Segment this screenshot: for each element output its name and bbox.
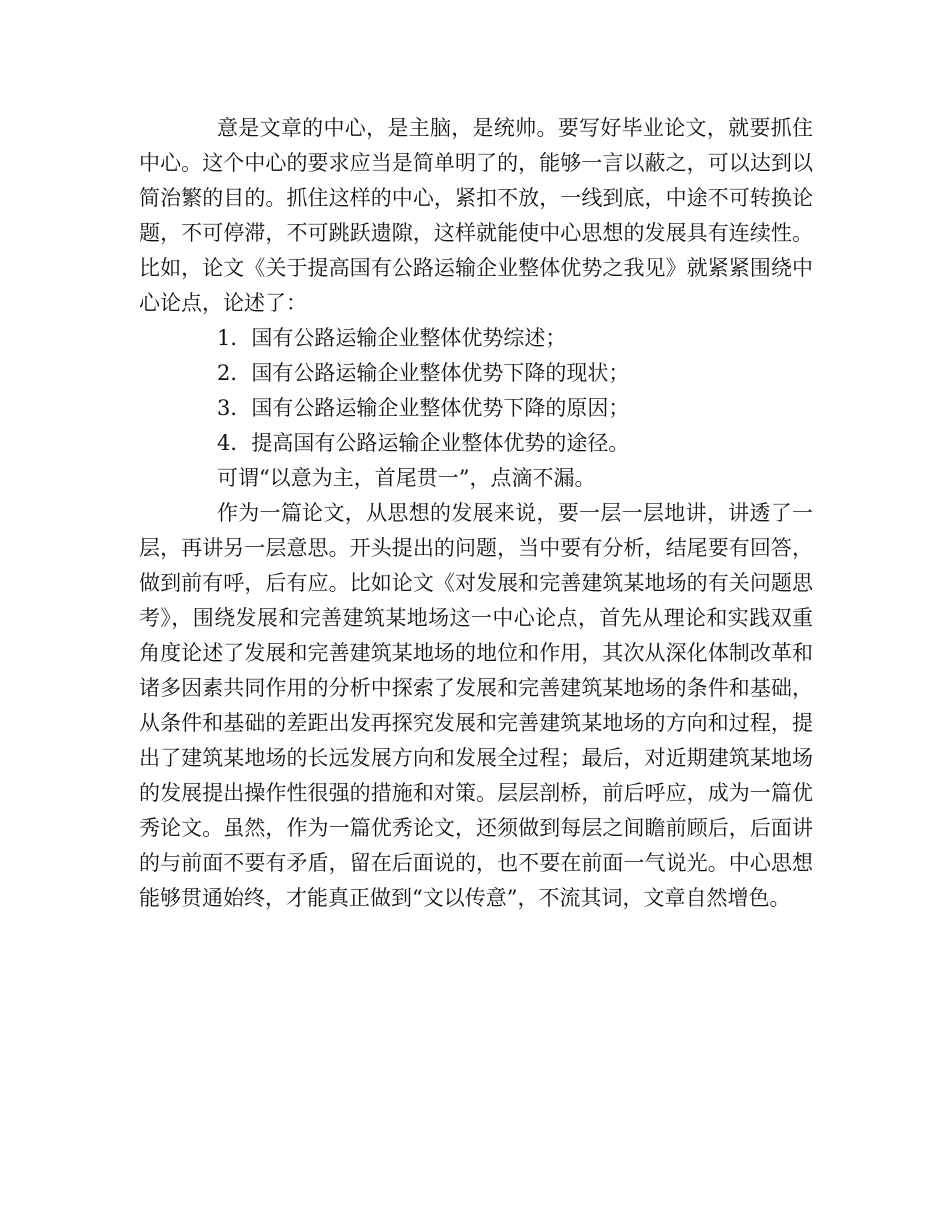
list-item-text: 国有公路运输企业整体优势下降的原因； — [251, 396, 630, 420]
document-body — [139, 111, 813, 916]
paragraph-development: 作为一篇论文，从思想的发展来说，要一层一层地讲，讲透了一层，再讲另一层意思。开头提出的问题，当中要有分析，结尾要有回答，做到前有呼，后有应。比如论文《对发展和完善建筑某地场的有关问题思考》，围绕发展和完善建筑某地场这一中心论点，首先从理论和实践双重角度论述了发展和完善建筑某地场的地位和作用，其次从深化体制改革和诸多因素共同作用的分析中探索了发展和完善建筑某地场的条件和基础，从条件和基础的差距出发再探究发展和完善建筑某地场的方向和过程，提出了建筑某地场的长远发展方向和发展全过程；最后，对近期建筑某地场的发展提出操作性很强的措施和对策。层层剖桥，前后呼应，成为一篇优秀论文。虽然，作为一篇优秀论文，还须做到每层之间瞻前顾后，后面讲的与前面不要有矛盾，留在后面说的，也不要在前面一气说光。中心思想能够贯通始终，才能真正做到“文以传意”，不流其词，文章自然增色。 — [139, 501, 813, 910]
list-item-number: 1． — [217, 326, 252, 350]
list-item-number: 3． — [217, 396, 252, 420]
list-item — [139, 426, 813, 461]
paragraph-center-idea: 意是文章的中心，是主脑，是统帅。要写好毕业论文，就要抓住中心。这个中心的要求应当是简单明了的，能够一言以蔽之，可以达到以简治繁的目的。抓住这样的中心，紧扣不放，一线到底，中途不可转换论题，不可停滞，不可跳跃遗隙，这样就能使中心思想的发展具有连续性。比如，论文《关于提高国有公路运输企业整体优势之我见》就紧紧围绕中心论点，论述了： — [139, 116, 813, 315]
argument-list — [139, 321, 813, 461]
list-item-text: 国有公路运输企业整体优势综述； — [251, 326, 567, 350]
list-item — [139, 321, 813, 356]
list-item — [139, 391, 813, 426]
list-item-number: 4． — [217, 431, 252, 455]
list-item-text: 提高国有公路运输企业整体优势的途径。 — [251, 431, 630, 455]
paragraph-summary: 可谓“以意为主，首尾贯一”，点滴不漏。 — [217, 466, 596, 490]
list-item-number: 2． — [217, 361, 252, 385]
list-item — [139, 356, 813, 391]
list-item-text: 国有公路运输企业整体优势下降的现状； — [251, 361, 630, 385]
